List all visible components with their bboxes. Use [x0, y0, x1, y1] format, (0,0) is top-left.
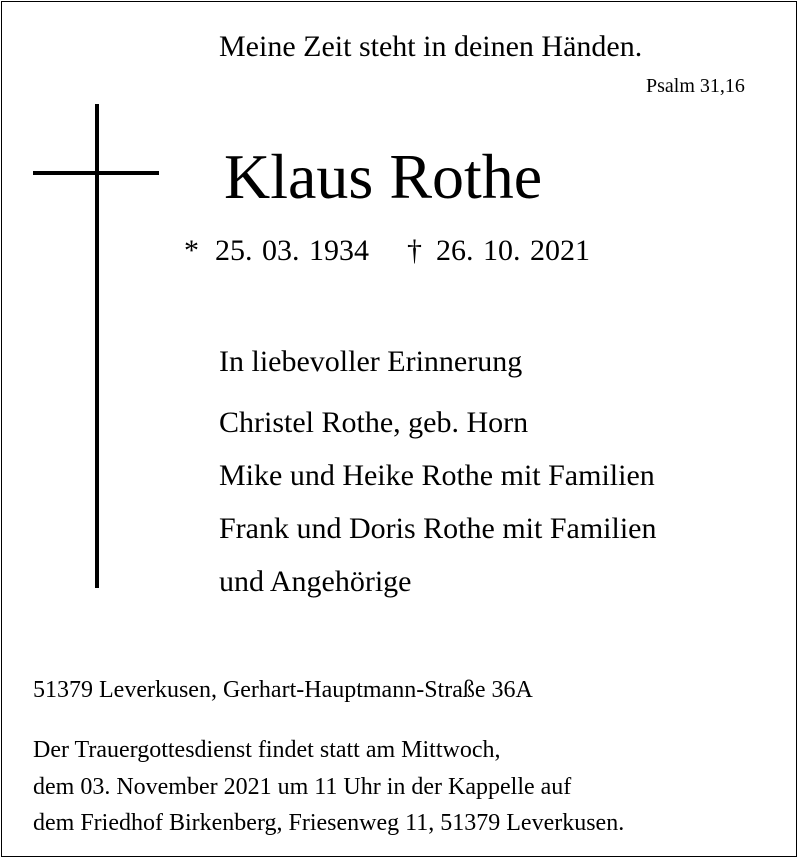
psalm-reference: Psalm 31,16: [646, 75, 745, 97]
cross-vertical-bar: [95, 104, 99, 588]
life-dates: [184, 236, 590, 266]
service-info-line: dem Friedhof Birkenberg, Friesenweg 11, 51379 Leverkusen.: [33, 810, 625, 836]
mourner-line: und Angehörige: [219, 565, 412, 598]
service-info-line: dem 03. November 2021 um 11 Uhr in der Kappelle auf: [33, 774, 572, 800]
family-address: 51379 Leverkusen, Gerhart-Hauptmann-Straße 36A: [33, 677, 533, 703]
deceased-name: Klaus Rothe: [224, 141, 543, 212]
death-date: 26. 10. 2021: [436, 234, 590, 267]
mourner-line: Frank und Doris Rothe mit Familien: [219, 512, 657, 545]
birth-date: 25. 03. 1934: [215, 234, 369, 267]
remembrance-heading: In liebevoller Erinnerung: [219, 345, 523, 378]
mourner-line: Mike und Heike Rothe mit Familien: [219, 459, 655, 492]
cross-horizontal-bar: [33, 171, 159, 175]
service-info-line: Der Trauergottesdienst findet statt am Mittwoch,: [33, 737, 501, 763]
motto-verse: Meine Zeit steht in deinen Händen.: [219, 30, 643, 63]
death-dagger-icon: †: [407, 234, 422, 267]
mourner-line: Christel Rothe, geb. Horn: [219, 406, 529, 439]
birth-star-icon: *: [184, 234, 199, 267]
